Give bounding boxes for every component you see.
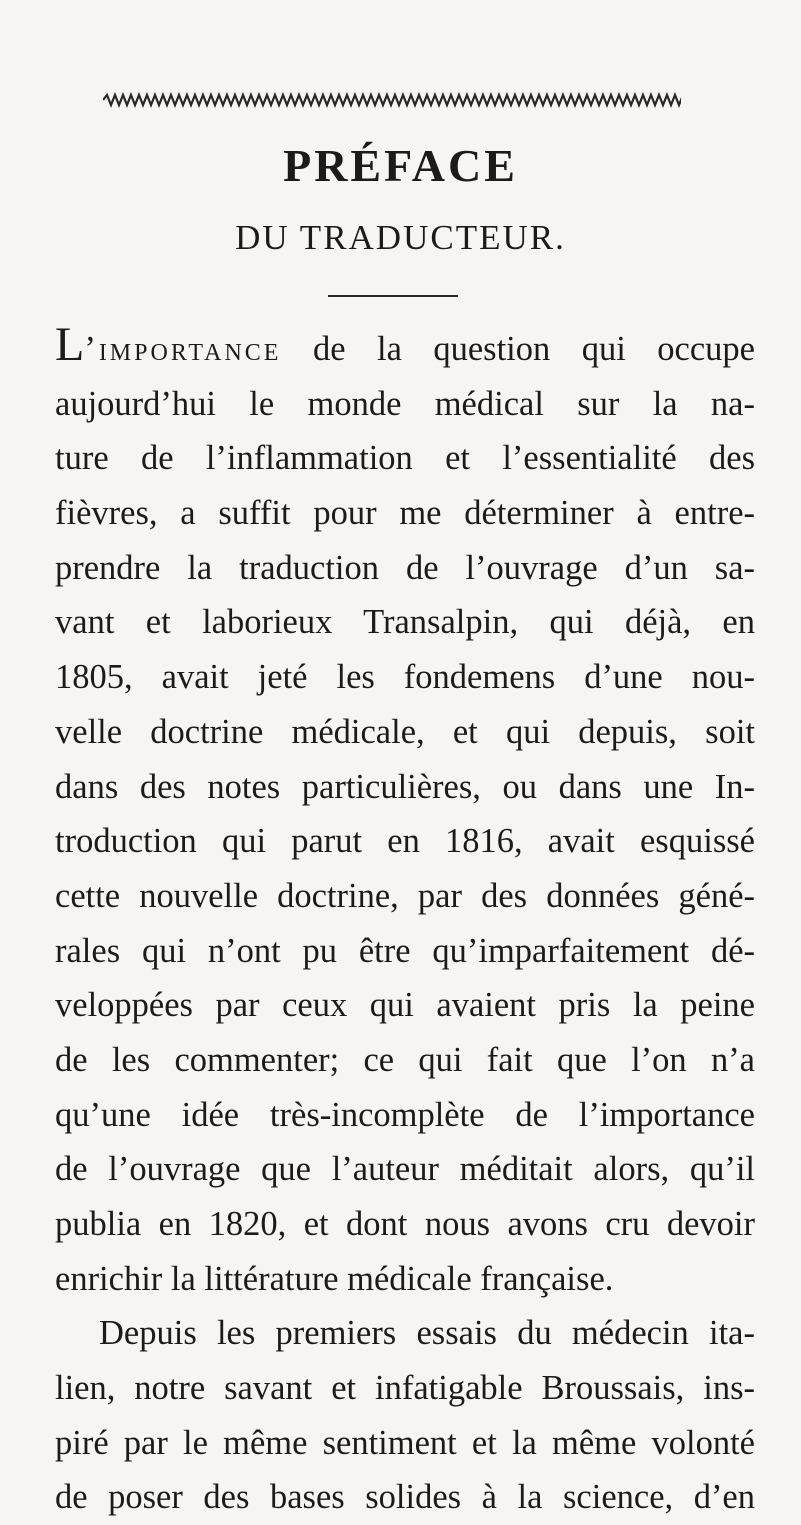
text-line: cette nouvelle doctrine, par des données géné- bbox=[55, 876, 755, 915]
text-line: prendre la traduction de l’ouvrage d’un sa- bbox=[55, 548, 755, 587]
text-line: piré par le même sentiment et la même volonté bbox=[55, 1423, 755, 1462]
text-line: fièvres, a suffit pour me déterminer à entre- bbox=[55, 494, 755, 533]
text-line: lien, notre savant et infatigable Broussais, ins- bbox=[55, 1369, 755, 1408]
opening-capital: L bbox=[55, 318, 85, 371]
text-line: ture de l’inflammation et l’essentialité des bbox=[55, 439, 755, 478]
text-line: rales qui n’ont pu être qu’imparfaitement dé- bbox=[55, 931, 755, 970]
text-line: troduction qui parut en 1816, avait esquissé bbox=[55, 822, 755, 861]
text-line: vant et laborieux Transalpin, qui déjà, en bbox=[55, 603, 755, 642]
text-line: velle doctrine médicale, et qui depuis, soit bbox=[55, 712, 755, 751]
page-subtitle: DU TRADUCTEUR. bbox=[235, 218, 566, 257]
opening-smallcaps: ’importance bbox=[84, 330, 282, 368]
text-line-paragraph-end: enrichir la littérature médicale française. bbox=[55, 1259, 614, 1298]
text-line: dans des notes particulières, ou dans une In- bbox=[55, 767, 755, 806]
text-line: de l’ouvrage que l’auteur méditait alors, qu’il bbox=[55, 1150, 755, 1189]
text-line: aujourd’hui le monde médical sur la na- bbox=[55, 384, 755, 423]
text-line: de les commenter; ce qui fait que l’on n’a bbox=[55, 1040, 755, 1079]
body-text bbox=[55, 318, 755, 1525]
text-line: publia en 1820, et dont nous avons cru devoir bbox=[55, 1205, 755, 1243]
text-line: qu’une idée très-incomplète de l’importance bbox=[55, 1095, 755, 1134]
separator-rule bbox=[328, 295, 458, 297]
text-line: de poser des bases solides à la science, d’en bbox=[55, 1478, 755, 1517]
text-line-first bbox=[55, 318, 755, 377]
text-line: 1805, avait jeté les fondemens d’une nou- bbox=[55, 658, 755, 697]
text-line-paragraph-start: Depuis les premiers essais du médecin ita- bbox=[99, 1314, 755, 1353]
text-line: veloppées par ceux qui avaient pris la peine bbox=[55, 986, 755, 1025]
first-line-rest: de la question qui occupe bbox=[281, 330, 755, 368]
decorative-border-ornament bbox=[103, 92, 681, 108]
page-title: PRÉFACE bbox=[283, 140, 518, 191]
